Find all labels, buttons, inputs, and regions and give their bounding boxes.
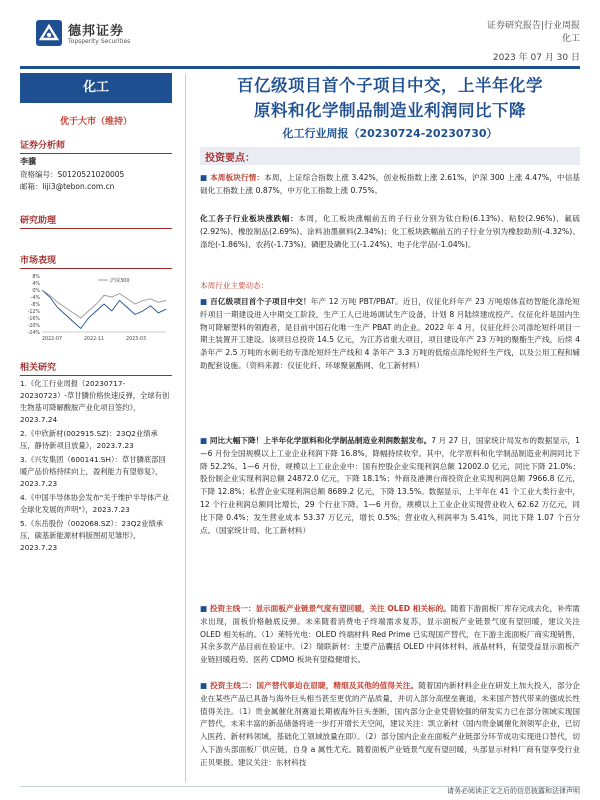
bullet-icon: ■ [200, 604, 210, 613]
paragraph-body: 随着国内新材料企业在研发上加大投入，部分企业在某些产品已具备与海外巨头相当甚至更优的产品质量，并切入部分高壁垒赛道，未来国产替代带来的强成长性值得关注。（1）贵金属催化剂赛道长期被海外巨头垄断，国内部分企业凭借较强的研发实力已在部分领域实现国产替代，未来丰富的新品储备将进一步打开增长天空间，建议关注：凯立新材（国内贵金属催化剂领军企业，已切入医药、新材料领域，基础化工领域放量在即）。（2）部分国内企业在面板产业链部分环节成功实现进口替代，切入下游头部面板厂供应链，自身 a 属性尤充。随着面板产业链景气度有望回暖，头部显示材料厂商有望享受行业正贝果报。建议关注：东材科技 [200, 681, 581, 767]
related-item[interactable]: 2.《中欣新材(002915.SZ)：23Q2业绩承压，静待新项目放量》，2023.7.23 [20, 429, 158, 450]
x-tick-label: 2022-07 [41, 337, 63, 342]
related-item[interactable]: 1.《化工行业周报（20230717-20230723）-草甘膦价格快速反弹，全球有创生物基可降解酸胺产业化项目签约》，2023.7.24 [20, 379, 170, 424]
rating-label: 优于大市（维持） [59, 117, 132, 127]
y-tick-label: -20% [27, 323, 40, 329]
y-tick-label: -4% [30, 295, 40, 301]
y-tick-label: -8% [30, 302, 40, 308]
footer-disclaimer: 请务必阅读正文之后的信息披露和法律声明 [447, 787, 580, 795]
paragraph-body: 本周，化工板块涨幅前五的子行业分别为钛白粉(6.13%)、粘胶(2.96%)、氟硫(2.92%)、橡胶制品(2.69%)、涂料油墨颜料(2.34%)；化工板块跌幅前五的子行业分别为橡胶助剂(-4.32%)、涤纶(-1.86%)、农药(-1.73%)、磷肥及磷化工(-1.24%)、电子化学品(-1.04%)。 [200, 214, 580, 249]
bullet-icon: ■ [200, 173, 211, 182]
paragraph-lead: 百亿级项目首个子项目中交！ [210, 297, 311, 306]
project-news-paragraph [200, 296, 580, 373]
paragraph-lead: 化工各子行业板块涨跌幅： [200, 214, 299, 223]
investment-line-2-paragraph [200, 680, 580, 770]
legend-label: 沪深300 [110, 278, 130, 284]
bullet-icon: ■ [200, 297, 211, 306]
sector-label: 化工 [20, 73, 172, 103]
paragraph-lead: 投资主线一：显示面板产业链景气度有望回暖，关注 OLED 相关标的。 [209, 604, 451, 613]
related-item[interactable]: 3.《兴发集团（600141.SH）：草甘膦底部回暖产品价格持续向上，盈利能力有望修复》，2023.7.23 [20, 455, 166, 488]
related-section-title: 相关研究 [20, 360, 172, 376]
related-item[interactable]: 5.《东岳股份（002068.SZ）：23Q2业绩承压，碳基新能源材料版图初见雏形》，2023.7.23 [20, 519, 164, 552]
logo-english: Topsperity Securities [68, 38, 131, 45]
paragraph-body: 随着下游面板厂库存完成去化，补库需求出现，面板价格触底反弹。未来随着消费电子终端需求复苏，显示面板产业链景气度有望回暖，建议关注 OLED 相关标的。（1）莱特光电：OLED 终端材料 Red Prime 已实现国产替代，在下游主流面板厂商实现销售，其余多款产品目前在验证中。（2）瑞联新材：主要产品囊括 OLED 中间体材料、液晶材料，有望受益显示面板产业链回暖趋势。医药 CDMO 板块有望稳健增长。 [200, 604, 580, 665]
bullet-icon: ■ [200, 681, 211, 690]
y-tick-label: 0% [32, 288, 40, 294]
related-research-list [20, 378, 172, 556]
analyst-email[interactable]: 邮箱：liji3@tebon.com.cn [20, 182, 115, 191]
report-title-line2: 原料和化学制品制造业利润同比下降 [254, 101, 526, 120]
bullet-icon: ■ [200, 436, 210, 445]
header-divider [20, 66, 580, 69]
related-item[interactable]: 4.《中国半导体协会发布"关于维护半导体产业全球化发展的声明"》，2023.7.23 [20, 493, 169, 514]
report-type: 证券研究报告|行业周报 [486, 21, 580, 31]
paragraph-lead: 同比大幅下降！上半年化学原料和化学制品制造业利润数据发布。 [209, 436, 432, 445]
y-tick-label: -16% [27, 316, 40, 322]
logo-icon [36, 20, 62, 46]
subsector-paragraph [200, 213, 580, 251]
x-tick-label: 2023-03 [125, 337, 147, 342]
paragraph-lead: 本周板块行情： [210, 173, 265, 182]
report-title-line1: 百亿级项目首个子项目中交，上半年化学 [237, 76, 543, 95]
report-subtitle: 化工行业周报（20230724-20230730） [282, 127, 498, 140]
profit-news-paragraph [200, 435, 580, 537]
report-title-block [200, 73, 580, 141]
assistant-section-title: 研究助理 [20, 213, 172, 229]
key-points-title: 投资要点： [205, 153, 255, 164]
x-tick-label: 2022-11 [83, 337, 105, 342]
market-performance-chart [20, 272, 172, 344]
y-tick-label: -12% [27, 309, 40, 315]
market-performance-paragraph [200, 172, 580, 198]
header-sector: 化工 [561, 34, 580, 44]
analyst-section-title: 证券分析师 [20, 138, 172, 154]
paragraph-body: 7 月 27 日，国家统计局发布的数据显示，1—6 月份全国规模以上工业企业利润下降 16.8%，降幅持续收窄。其中，化学原料和化学制品制造业利润同比下降 52.2%。1—6 月份，规模以上工业企业中：国有控股企业实现利润总额 12002.0 亿元，同比下降 21.0%；股份制企业实现利润总额 24872.0 亿元，下降 18.1%；外商及港澳台商投资企业实现利润总额 7966.8 亿元，下降 12.8%；私营企业实现利润总额 8689.2 亿元，下降 13.5%。数据显示，上半年在 41 个工业大类行业中，12 个行业利润总额同比增长，29 个行业下降。1—6 月份，规模以上工业企业实现营业收入 62.62 万亿元，同比下降 0.4%；发生营业成本 53.37 万亿元，增长 0.5%；营业收入利润率为 5.41%，同比下降 1.07 个百分点。（国家统计局、化工新材料） [200, 436, 580, 535]
y-tick-label: -24% [27, 330, 40, 336]
paragraph-body: 本周，上证综合指数上涨 3.42%，创业板指数上涨 2.61%，沪深 300 上涨 4.47%，中信基础化工指数上涨 0.87%，中万化工指数上涨 0.75%。 [200, 173, 581, 195]
column-divider [185, 73, 186, 783]
section-label: 本周行业主要动态： [200, 281, 269, 290]
analyst-license: 资格编号：S0120521020005 [20, 170, 125, 179]
report-date: 2023 年 07 月 30 日 [492, 53, 580, 63]
paragraph-body: 年产 12 万吨 PBT/PBAT。近日，仪征化纤年产 23 万吨熔体直纺智能化涤纶短纤项目一期建设进入中期交工阶段，生产工人已进场调试生产设备，计划 8 月陆续建成投产。仪征化纤是国内生物可降解塑料的领跑者，是目前中国石化唯一生产 PBAT 的企业。2022 年 4 月，仪征化纤公司涤纶短纤项目一期主装置开工建设。该项目总投资 14.5 亿元，为江苏省重大项目，项目建设年产 23 万吨的聚酯生产线，后续 4 条年产 2.5 万吨的水刺毛纺专涤纶短纤生产线和 4 条年产 3.3 万吨的低熔点涤纶短纤生产线，以及公用工程和辅助配套设施。（资料来源：仪征化纤、环球聚氨酯网、化工新材料） [200, 297, 580, 370]
logo-text: 德邦证券 [68, 24, 125, 39]
paragraph-lead: 投资主线二：国产替代事迫在眉睫，精细及其他的值得关注。 [210, 681, 419, 690]
y-tick-label: 8% [32, 274, 40, 280]
analyst-name: 李骥 [20, 157, 36, 166]
y-tick-label: 4% [32, 281, 40, 287]
market-section-title: 市场表现 [20, 253, 172, 269]
key-points-bar [200, 147, 580, 165]
investment-line-1-paragraph [200, 603, 580, 667]
